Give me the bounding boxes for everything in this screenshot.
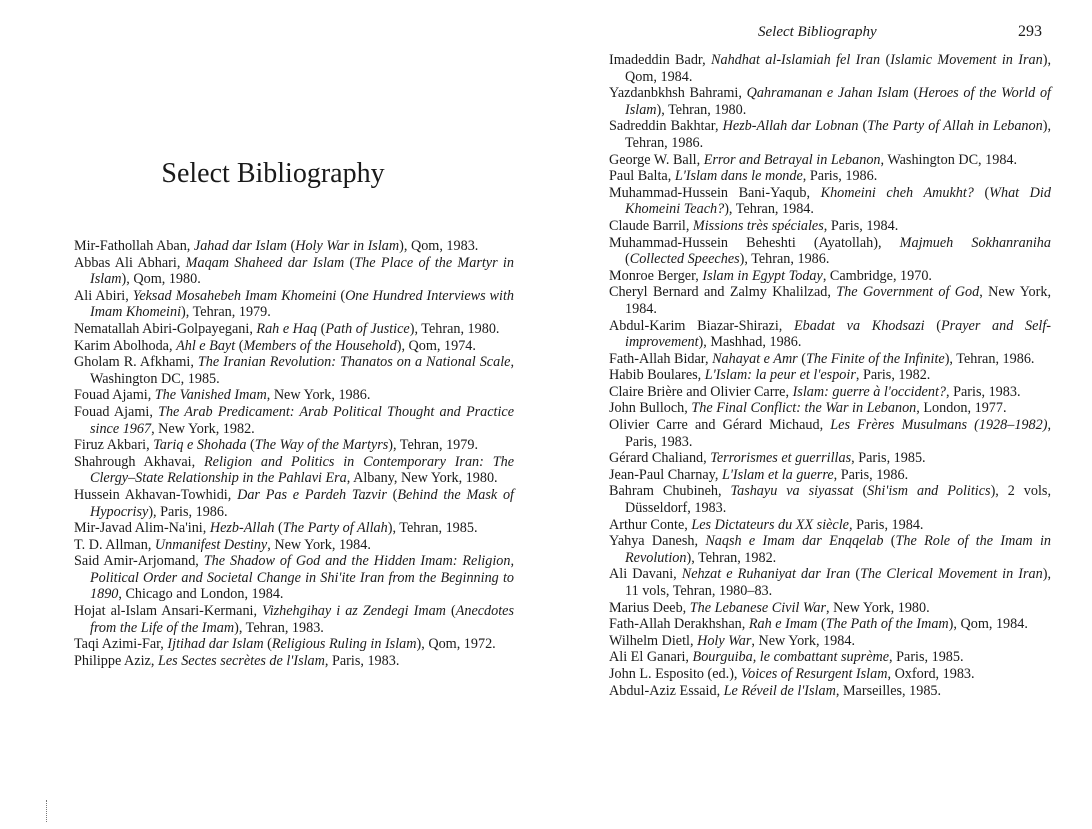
bibliography-entry	[609, 185, 1051, 218]
entry-author: Ali El Ganari,	[609, 649, 693, 666]
bibliography-entry	[609, 52, 1051, 85]
entry-translation: The Path of the Imam	[825, 616, 949, 633]
entry-details: , Chicago and London, 1984.	[118, 586, 284, 603]
entry-title: Naqsh e Imam dar Enqqelab	[705, 533, 884, 550]
bibliography-entry	[74, 288, 514, 321]
bibliography-entry	[74, 437, 514, 454]
entry-author: Imadeddin Badr,	[609, 52, 712, 68]
entry-author: Mir-Fathollah Aban,	[74, 238, 194, 254]
entry-details: , New York, 1980.	[826, 599, 930, 616]
entry-title: The Lebanese Civil War	[689, 599, 827, 616]
margin-mark	[46, 800, 47, 822]
entry-author: Ali Abiri,	[74, 287, 133, 304]
entry-title: Tashayu va siyassat	[730, 483, 854, 500]
entry-details: , Cambridge, 1970.	[822, 267, 932, 284]
entry-author: Yazdanbkhsh Bahrami,	[609, 85, 747, 102]
entry-details: (	[850, 566, 861, 583]
bibliography-entry	[609, 566, 1051, 599]
entry-details: (	[336, 287, 346, 304]
entry-title: L'Islam: la peur et l'espoir	[704, 367, 856, 384]
entry-details: (	[973, 184, 990, 201]
bibliography-entry	[609, 351, 1051, 368]
bibliography-entry	[609, 218, 1051, 235]
entry-title: The Iranian Revolution: Thanatos on a National Scale	[197, 354, 511, 371]
entry-details: , Paris, 1983.	[946, 383, 1021, 400]
bibliography-entry	[609, 400, 1051, 417]
bibliography-entry	[609, 533, 1051, 566]
entry-title: The Shadow of God and the Hidden Imam: Religion, Political Order and Societal Change in Shi'ite Iran from the Beginning to 1890	[90, 553, 514, 603]
entry-title: Khomeini cheh Amukht?	[820, 184, 974, 201]
bibliography-entry	[609, 268, 1051, 285]
entry-title: Bourguiba, le combattant suprème	[692, 649, 890, 666]
entry-author: Monroe Berger,	[609, 267, 703, 284]
entry-title: Religion and Politics in Contemporary Iran: The Clergy–State Relationship in the Pahlavi Era	[90, 453, 514, 487]
entry-author: Hussein Akhavan-Towhidi,	[74, 486, 238, 503]
entry-publication: ), Qom, 1984.	[625, 52, 1051, 85]
entry-author: John L. Esposito (ed.),	[609, 665, 742, 682]
entry-details: , New York, 1984.	[267, 536, 371, 553]
bibliography-entry	[74, 487, 514, 520]
bibliography-entry	[609, 384, 1051, 401]
entry-translation: The Party of Allah in Lebanon	[867, 118, 1043, 135]
entry-translation: The Party of Allah	[282, 520, 388, 537]
bibliography-entry	[74, 354, 514, 387]
bibliography-entry	[74, 653, 514, 670]
entry-author: Habib Boulares,	[609, 367, 705, 384]
entry-translation: The Way of the Martyrs	[254, 437, 389, 454]
entry-details: (	[924, 317, 941, 334]
entry-publication: ), 11 vols, Tehran, 1980–83.	[625, 566, 1051, 599]
entry-title: The Final Conflict: the War in Lebanon	[691, 400, 917, 417]
entry-title: Dar Pas e Pardeh Tazvir	[237, 486, 387, 503]
entry-translation: The Clerical Movement in Iran	[860, 566, 1043, 583]
entry-title: Jahad dar Islam	[193, 238, 287, 254]
entry-title: Nehzat e Ruhaniyat dar Iran	[681, 566, 851, 583]
bibliography-entry	[609, 417, 1051, 450]
bibliography-entry	[609, 633, 1051, 650]
running-head: Select Bibliography	[758, 24, 877, 40]
entry-publication: ), Tehran, 1986.	[625, 118, 1051, 151]
entry-title: Voices of Resurgent Islam	[741, 665, 888, 682]
entry-details: (	[625, 251, 630, 268]
entry-details: (	[445, 603, 456, 620]
bibliography-list-right	[609, 52, 1051, 699]
entry-details: , Washington DC, 1984.	[880, 151, 1018, 168]
entry-author: Philippe Aziz,	[74, 652, 158, 669]
entry-title: Qahramanan e Jahan Islam	[746, 85, 909, 102]
bibliography-entry	[609, 318, 1051, 351]
entry-author: Jean-Paul Charnay,	[609, 466, 722, 483]
entry-author: George W. Ball,	[609, 151, 704, 168]
bibliography-entry	[74, 454, 514, 487]
entry-translation: Religious Ruling in Islam	[271, 636, 417, 653]
entry-translation: Anecdotes from the Life of the Imam	[90, 603, 515, 636]
entry-author: Gholam R. Afkhami,	[74, 354, 198, 371]
entry-title: Hezb-Allah	[209, 520, 275, 537]
entry-publication: ), Tehran, 1985.	[387, 520, 478, 537]
entry-translation: Heroes of the World of Islam	[625, 85, 1051, 118]
entry-details: , Marseilles, 1985.	[835, 682, 942, 699]
entry-details: (	[246, 437, 255, 454]
bibliography-entry	[74, 255, 514, 288]
bibliography-entry	[609, 367, 1051, 384]
entry-title: Islam: guerre à l'occident?	[792, 383, 946, 400]
entry-title: Tariq e Shohada	[153, 437, 247, 454]
entry-details: (	[386, 486, 398, 503]
entry-author: Wilhelm Dietl,	[609, 632, 698, 649]
entry-translation: The Place of the Martyr in Islam	[90, 254, 514, 288]
entry-title: Yeksad Mosahebeh Imam Khomeini	[132, 287, 337, 304]
entry-title: Unmanifest Destiny	[154, 536, 268, 553]
entry-translation: What Did Khomeini Teach?	[625, 184, 1051, 218]
entry-publication: ), Tehran, 1980.	[656, 101, 747, 118]
entry-publication: ), Tehran, 1983.	[234, 619, 324, 636]
entry-publication: ), Mashhad, 1986.	[698, 334, 802, 351]
entry-translation: Shi'ism and Politics	[867, 483, 991, 500]
bibliography-entry	[609, 600, 1051, 617]
entry-publication: ), Tehran, 1986.	[944, 350, 1035, 367]
entry-publication: ), Qom, 1972.	[416, 636, 496, 653]
entry-title: Majmueh Sokhanraniha	[899, 234, 1051, 251]
entry-publication: ), Tehran, 1986.	[739, 251, 830, 268]
entry-author: Fouad Ajami,	[74, 387, 155, 404]
entry-author: T. D. Allman,	[74, 536, 155, 553]
entry-title: Error and Betrayal in Lebanon	[703, 151, 881, 168]
entry-title: The Vanished Imam	[154, 387, 267, 404]
entry-publication: ), Tehran, 1979.	[388, 437, 479, 454]
bibliography-entry	[609, 517, 1051, 534]
entry-title: Rah e Haq	[256, 320, 318, 337]
entry-title: Ahl e Bayt	[176, 337, 236, 354]
entry-title: Terrorismes et guerrillas	[710, 450, 852, 467]
entry-details: , Paris, 1983.	[625, 417, 1051, 450]
entry-author: Paul Balta,	[609, 168, 675, 185]
bibliography-entry	[74, 636, 514, 653]
entry-author: Firuz Akbari,	[74, 437, 154, 454]
entry-publication: ), Qom, 1974.	[396, 337, 476, 354]
entry-publication: ), Qom, 1980.	[121, 271, 201, 288]
entry-title: The Government of God	[836, 284, 980, 301]
entry-details: , New York, 1982.	[151, 420, 255, 437]
bibliography-entry	[74, 553, 514, 603]
entry-title: Rah e Imam	[748, 616, 818, 633]
entry-details: , Oxford, 1983.	[887, 665, 975, 682]
bibliography-entry	[74, 603, 514, 636]
entry-details: (	[263, 636, 272, 653]
entry-publication: ), Paris, 1986.	[148, 503, 228, 520]
bibliography-entry	[609, 483, 1051, 516]
entry-details: (	[344, 254, 355, 271]
bibliography-entry	[609, 616, 1051, 633]
entry-publication: ), Qom, 1983.	[399, 238, 479, 254]
entry-title: Les Dictateurs du XX siècle	[691, 516, 849, 533]
entry-author: Claire Brière and Olivier Carre,	[609, 383, 793, 400]
entry-author: Ali Davani,	[609, 566, 682, 583]
entry-author: Marius Deeb,	[609, 599, 690, 616]
entry-author: Cheryl Bernard and Zalmy Khalilzad,	[609, 284, 837, 301]
entry-title: Missions très spéciales	[692, 217, 824, 234]
page-number: 293	[1018, 23, 1042, 40]
bibliography-entry	[74, 520, 514, 537]
bibliography-entry	[609, 649, 1051, 666]
entry-publication: ), Tehran, 1979.	[181, 304, 271, 321]
entry-author: Abdul-Karim Biazar-Shirazi,	[609, 317, 794, 334]
entry-title: L'Islam dans le monde	[674, 168, 803, 185]
bibliography-entry	[609, 235, 1051, 268]
entry-details: (	[286, 238, 296, 254]
entry-author: Yahya Danesh,	[609, 533, 706, 550]
entry-translation: Islamic Movement in Iran	[890, 52, 1043, 68]
entry-author: Arthur Conte,	[609, 516, 692, 533]
bibliography-entry	[609, 118, 1051, 151]
entry-author: Gérard Chaliand,	[609, 450, 711, 467]
entry-title: Nahayat e Amr	[712, 350, 798, 367]
entry-translation: Members of the Household	[243, 337, 397, 354]
entry-author: Nematallah Abiri-Golpayegani,	[74, 320, 257, 337]
entry-details: , Paris, 1986.	[833, 466, 909, 483]
entry-author: Bahram Chubineh,	[609, 483, 731, 500]
entry-details: , New York, 1984.	[625, 284, 1051, 317]
entry-details: (	[817, 616, 826, 633]
entry-publication: ), Tehran, 1982.	[686, 549, 777, 566]
entry-author: Muhammad-Hussein Bani-Yaqub,	[609, 184, 821, 201]
entry-translation: Prayer and Self-improvement	[625, 317, 1051, 351]
entry-details: , Paris, 1983.	[324, 652, 400, 669]
bibliography-entry	[609, 168, 1051, 185]
entry-title: Nahdhat al-Islamiah fel Iran	[711, 52, 881, 68]
entry-translation: Collected Speeches	[629, 251, 740, 268]
bibliography-entry	[609, 666, 1051, 683]
entry-details: , New York, 1984.	[751, 632, 856, 649]
entry-details: , Albany, New York, 1980.	[346, 470, 498, 487]
bibliography-entry	[74, 404, 514, 437]
entry-details: , London, 1977.	[916, 400, 1007, 417]
entry-details: , New York, 1986.	[266, 387, 371, 404]
entry-details: (	[883, 533, 896, 550]
entry-author: Fath-Allah Bidar,	[609, 350, 713, 367]
entry-translation: Holy War in Islam	[295, 238, 400, 254]
entry-title: Vizhehgihay i az Zendegi Imam	[262, 603, 446, 620]
entry-publication: ), Qom, 1984.	[948, 616, 1028, 633]
bibliography-entry	[74, 537, 514, 554]
entry-author: Mir-Javad Alim-Na'ini,	[74, 520, 210, 537]
entry-details: , Paris, 1985.	[851, 450, 926, 467]
entry-translation: Behind the Mask of Hypocrisy	[90, 486, 514, 520]
bibliography-entry	[74, 387, 514, 404]
entry-details: , Paris, 1986.	[802, 168, 878, 185]
entry-details: (	[858, 118, 868, 135]
entry-publication: ), Tehran, 1980.	[409, 320, 500, 337]
entry-author: Taqi Azimi-Far,	[74, 636, 168, 653]
entry-title: Ijtihad dar Islam	[167, 636, 264, 653]
entry-author: Fouad Ajami,	[74, 403, 159, 420]
entry-author: Claude Barril,	[609, 217, 693, 234]
entry-details: (	[880, 52, 891, 68]
entry-translation: The Finite of the Infinite	[806, 350, 945, 367]
entry-title: Ebadat va Khodsazi	[794, 317, 925, 334]
entry-title: Islam in Egypt Today	[702, 267, 823, 284]
entry-publication: ), 2 vols, Düsseldorf, 1983.	[625, 483, 1052, 517]
entry-title: Les Sectes secrètes de l'Islam	[157, 652, 325, 669]
bibliography-entry	[74, 321, 514, 338]
entry-details: (	[853, 483, 868, 500]
entry-title: Holy War	[697, 632, 752, 649]
entry-translation: Path of Justice	[325, 320, 410, 337]
bibliography-entry	[609, 450, 1051, 467]
entry-author: Olivier Carre and Gérard Michaud,	[609, 417, 831, 434]
bibliography-entry	[74, 338, 514, 355]
entry-details: , Paris, 1982.	[855, 367, 931, 384]
entry-details: (	[317, 320, 326, 337]
bibliography-entry	[609, 85, 1051, 118]
entry-translation: The Role of the Imam in Revolution	[625, 533, 1051, 566]
entry-author: Hojat al-Islam Ansari-Kermani,	[74, 603, 263, 620]
entry-translation: One Hundred Interviews with Imam Khomeini	[90, 287, 514, 321]
entry-publication: ), Tehran, 1984.	[724, 201, 814, 218]
entry-title: The Arab Predicament: Arab Political Thought and Practice since 1967	[90, 403, 515, 437]
entry-details: (	[797, 350, 806, 367]
bibliography-entry	[609, 683, 1051, 700]
entry-author: Fath-Allah Derakhshan,	[609, 616, 749, 633]
bibliography-entry	[74, 238, 514, 255]
entry-title: Les Frères Musulmans (1928–1982)	[830, 417, 1048, 434]
entry-title: Hezb-Allah dar Lobnan	[722, 118, 859, 135]
entry-author: Abdul-Aziz Essaid,	[609, 682, 724, 699]
entry-details: , Washington DC, 1985.	[90, 354, 514, 387]
bibliography-entry	[609, 467, 1051, 484]
bibliography-list-left	[74, 238, 514, 669]
entry-details: (	[235, 337, 244, 354]
entry-title: Le Réveil de l'Islam	[723, 682, 836, 699]
entry-author: Abbas Ali Abhari,	[74, 254, 186, 271]
entry-details: , Paris, 1984.	[823, 217, 899, 234]
entry-author: Sadreddin Bakhtar,	[609, 118, 723, 135]
entry-author: Said Amir-Arjomand,	[74, 553, 204, 570]
entry-author: Shahrough Akhavai,	[74, 453, 204, 470]
chapter-title: Select Bibliography	[161, 158, 385, 189]
entry-author: Karim Abolhoda,	[74, 337, 177, 354]
entry-author: Muhammad-Hussein Beheshti (Ayatollah),	[609, 234, 900, 251]
entry-details: (	[908, 85, 919, 102]
entry-details: , Paris, 1984.	[848, 516, 924, 533]
entry-author: John Bulloch,	[609, 400, 692, 417]
bibliography-entry	[609, 284, 1051, 317]
entry-title: L'Islam et la guerre	[721, 466, 834, 483]
right-page	[546, 0, 1092, 829]
bibliography-entry	[609, 152, 1051, 169]
entry-details: , Paris, 1985.	[889, 649, 964, 666]
entry-details: (	[274, 520, 283, 537]
entry-title: Maqam Shaheed dar Islam	[185, 254, 345, 271]
